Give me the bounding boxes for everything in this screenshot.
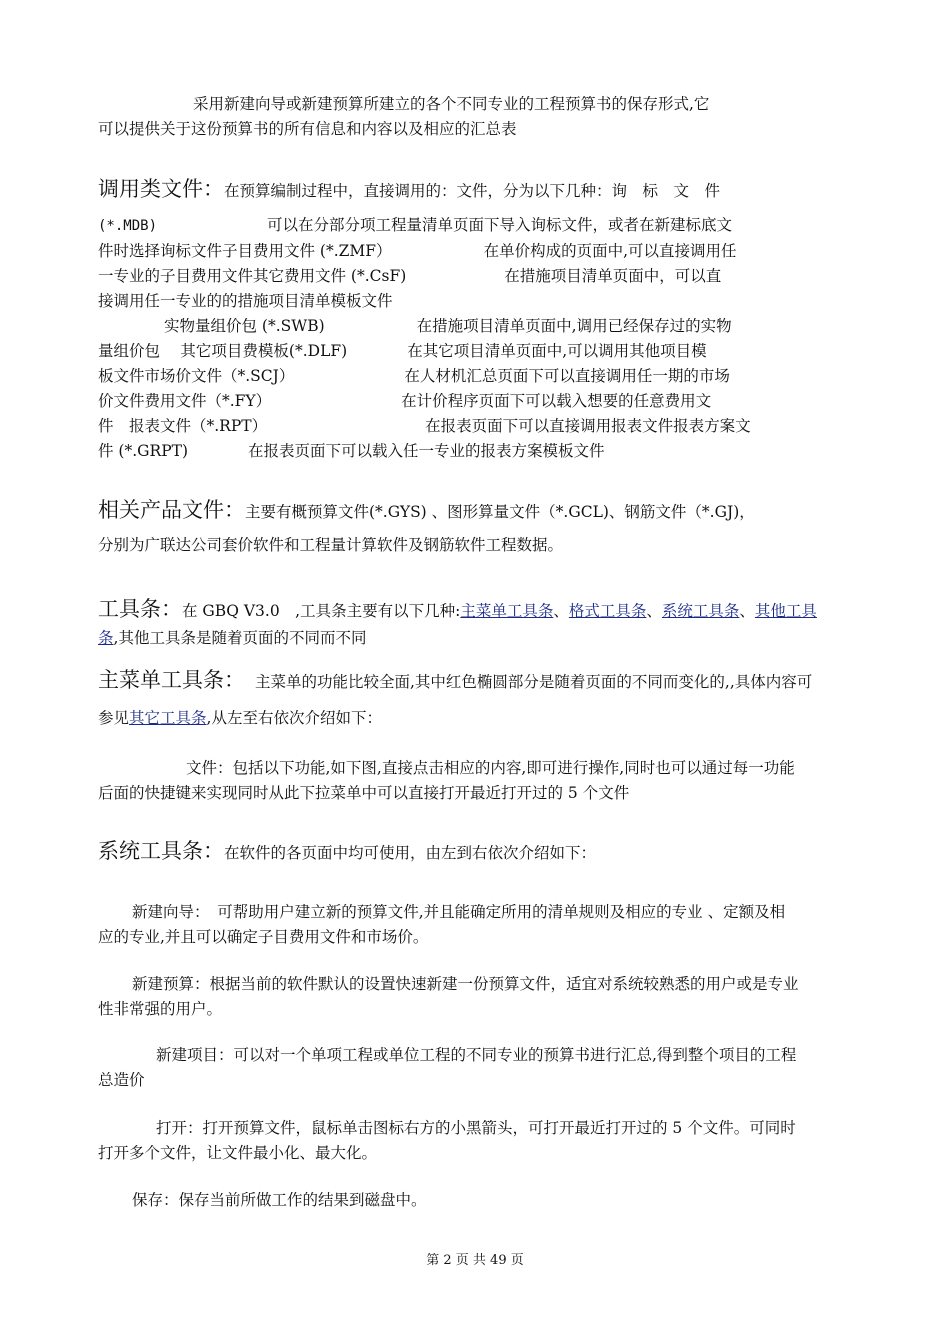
toolbar-separator: 、 xyxy=(553,602,569,620)
toolbar-tail: ,其他工具条是随着页面的不同而不同 xyxy=(113,629,367,647)
toolbar-section xyxy=(98,594,854,651)
link-system-toolbar[interactable]: 系统工具条 xyxy=(661,602,740,620)
link-other-toolbar-cont[interactable]: 条 xyxy=(98,629,114,647)
csf-text: 一专业的子目费用文件其它费用文件 (*.CsF) xyxy=(98,267,407,285)
system-toolbar-heading: 系统工具条： xyxy=(98,839,224,863)
call-files-body xyxy=(98,213,854,464)
call-files-heading: 调用类文件： xyxy=(98,177,224,201)
zmf-text: 件时选择询标文件子目费用文件 (*.ZMF） xyxy=(98,242,392,260)
open-line-2: 打开多个文件，让文件最小化、最大化。 xyxy=(98,1144,378,1162)
call-files-lead: 在预算编制过程中，直接调用的：文件，分为以下几种：询 标 文 件 xyxy=(224,182,721,200)
related-line-1: 主要有概预算文件(*.GYS) 、图形算量文件（*.GCL)、钢筋文件（*.GJ)， xyxy=(245,503,755,521)
call-files-section xyxy=(98,174,854,206)
related-heading: 相关产品文件： xyxy=(98,498,245,522)
link-format-toolbar[interactable]: 格式工具条 xyxy=(568,602,647,620)
main-menu-line-2-post: ,从左至右依次介绍如下： xyxy=(206,709,382,727)
new-budget-paragraph xyxy=(98,972,854,1022)
measure-template-text: 接调用任一专业的的措施项目清单模板文件 xyxy=(98,292,393,310)
toolbar-separator: 、 xyxy=(646,602,662,620)
main-menu-line-1: 主菜单的功能比较全面,其中红色椭圆部分是随着页面的不同而变化的,,具体内容可 xyxy=(255,673,813,691)
new-wizard-line-1: 新建向导： 可帮助用户建立新的预算文件,并且能确定所用的清单规则及相应的专业 、定额及相 xyxy=(132,903,786,921)
system-toolbar-section xyxy=(98,836,854,868)
dlf-desc: 在其它项目清单页面中,可以调用其他项目模 xyxy=(407,342,707,360)
link-other-toolbar-ref[interactable]: 其它工具条 xyxy=(129,709,207,727)
grpt-text: 件 (*.GRPT) xyxy=(98,442,189,460)
new-project-line-1: 新建项目：可以对一个单项工程或单位工程的不同专业的预算书进行汇总,得到整个项目的工程 xyxy=(156,1046,797,1064)
toolbar-heading: 工具条： xyxy=(98,597,182,621)
new-budget-line-2: 性非常强的用户。 xyxy=(98,1000,223,1018)
main-menu-section xyxy=(98,662,854,736)
main-menu-line-2-pre: 参见 xyxy=(98,709,130,727)
intro-line-2: 可以提供关于这份预算书的所有信息和内容以及相应的汇总表 xyxy=(98,120,517,138)
new-project-line-2: 总造价 xyxy=(98,1071,145,1089)
intro-line-1: 采用新建向导或新建预算所建立的各个不同专业的工程预算书的保存形式,它 xyxy=(193,95,710,113)
related-files-section xyxy=(98,494,854,562)
open-paragraph xyxy=(98,1116,854,1166)
page-footer: 第 2 页 共 49 页 xyxy=(426,1253,524,1268)
related-line-2: 分别为广联达公司套价软件和工程量计算软件及钢筋软件工程数据。 xyxy=(98,536,564,554)
dlf-text: 量组价包 其它项目费模板(*.DLF) xyxy=(98,342,348,360)
new-wizard-line-2: 应的专业,并且可以确定子目费用文件和市场价。 xyxy=(98,928,429,946)
toolbar-lead: 在 GBQ V3.0 ,工具条主要有以下几种: xyxy=(182,602,461,620)
link-other-toolbar[interactable]: 其他工具 xyxy=(754,602,817,620)
new-budget-line-1: 新建预算：根据当前的软件默认的设置快速新建一份预算文件，适宜对系统较熟悉的用户或是专业 xyxy=(132,975,799,993)
new-project-paragraph xyxy=(98,1043,854,1093)
csf-desc: 在措施项目清单页面中，可以直 xyxy=(504,267,722,285)
main-menu-heading: 主菜单工具条： xyxy=(98,668,245,692)
zmf-desc: 在单价构成的页面中,可以直接调用任 xyxy=(483,242,737,260)
file-menu-line-1: 文件：包括以下功能,如下图,直接点击相应的内容,即可进行操作,同时也可以通过每一功能 xyxy=(186,759,795,777)
fy-desc: 在计价程序页面下可以载入想要的任意费用文 xyxy=(401,392,712,410)
grpt-desc: 在报表页面下可以载入任一专业的报表方案模板文件 xyxy=(248,442,605,460)
scj-text: 板文件市场价文件（*.SCJ） xyxy=(98,367,295,385)
rpt-text: 件 报表文件（*.RPT） xyxy=(98,417,268,435)
system-toolbar-lead: 在软件的各页面中均可使用，由左到右依次介绍如下： xyxy=(224,844,597,862)
link-main-menu-toolbar[interactable]: 主菜单工具条 xyxy=(460,602,554,620)
swb-text: 实物量组价包 (*.SWB) xyxy=(164,317,325,335)
mdb-ext: (*.MDB) xyxy=(98,218,158,234)
open-line-1: 打开：打开预算文件，鼠标单击图标右方的小黑箭头，可打开最近打开过的 5 个文件。可同时 xyxy=(156,1119,796,1137)
new-wizard-paragraph xyxy=(98,900,854,950)
mdb-desc: 可以在分部分项工程量清单页面下导入询标文件，或者在新建标底文 xyxy=(267,216,733,234)
toolbar-separator: 、 xyxy=(739,602,755,620)
fy-text: 价文件费用文件（*.FY） xyxy=(98,392,272,410)
file-menu-paragraph xyxy=(98,756,854,806)
save-paragraph xyxy=(98,1188,854,1213)
file-menu-line-2: 后面的快捷键来实现同时从此下拉菜单中可以直接打开最近打开过的 5 个文件 xyxy=(98,784,630,802)
save-line: 保存：保存当前所做工作的结果到磁盘中。 xyxy=(132,1191,427,1209)
scj-desc: 在人材机汇总页面下可以直接调用任一期的市场 xyxy=(404,367,730,385)
rpt-desc: 在报表页面下可以直接调用报表文件报表方案文 xyxy=(425,417,751,435)
swb-desc: 在措施项目清单页面中,调用已经保存过的实物 xyxy=(416,317,732,335)
intro-paragraph xyxy=(98,92,854,142)
